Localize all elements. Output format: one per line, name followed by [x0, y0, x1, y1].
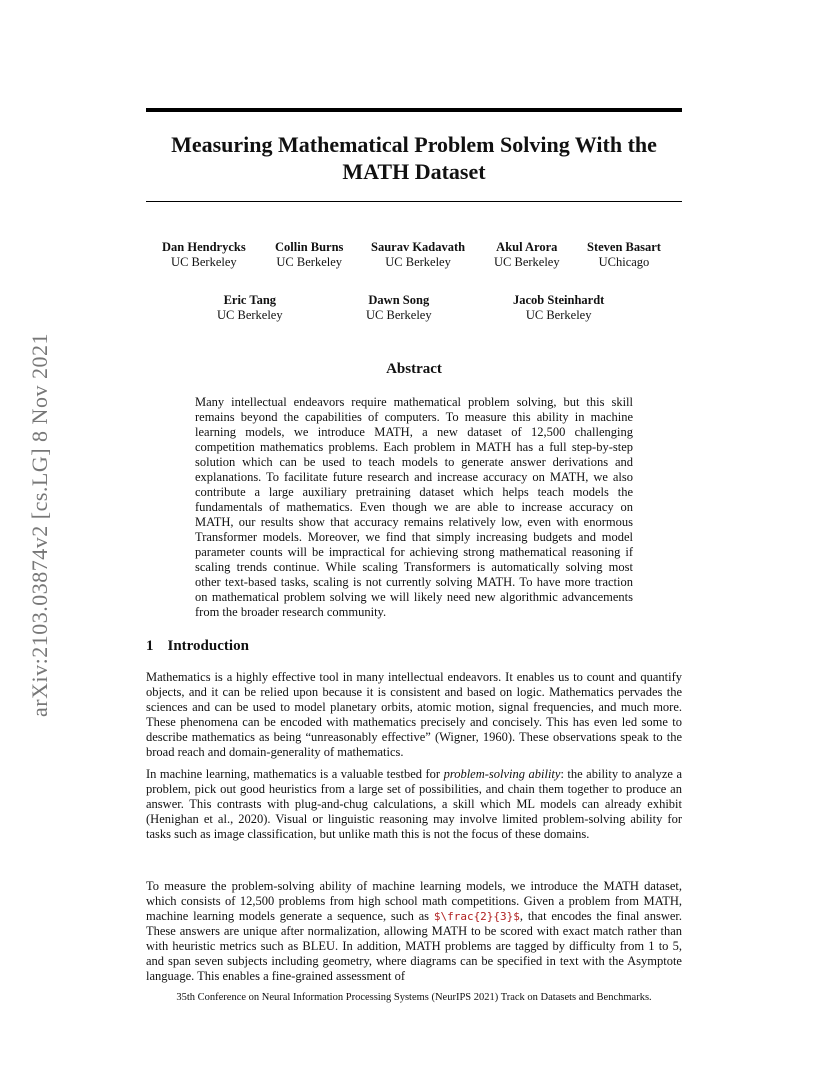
author-affiliation: UC Berkeley	[171, 255, 237, 269]
author-affiliation: UC Berkeley	[385, 255, 451, 269]
author-name: Eric Tang	[223, 293, 277, 307]
section-number: 1	[146, 638, 154, 654]
author-name: Collin Burns	[275, 240, 344, 254]
conference-footer: 35th Conference on Neural Information Processing Systems (NeurIPS 2021) Track on Datasets and Benchmarks.	[176, 992, 652, 1003]
abstract-heading: Abstract	[386, 361, 442, 377]
author-block	[371, 240, 465, 270]
author-block	[217, 293, 283, 323]
intro-paragraph: Mathematics is a highly effective tool in many intellectual endeavors. It enables us to count and quantify objects, and it can be relied upon because it is consistent and based on logic. Mathematics pervades the sciences and can be used to model planetary orbits, atomic motion, signal frequencies, and much more. These phenomena can be encoded with mathematics precisely and concisely. This has even led some to describe mathematics as being “unreasonably effective” (Wigner, 1960). These observations speak to the broad reach and domain-generality of mathematics.	[146, 670, 682, 759]
author-block	[587, 240, 661, 270]
paragraph-text: : the ability to analyze a problem, pick out good heuristics from a large set of possibilities, and chain them together to produce an answer. This contrasts with plug-and-chug calculations, a skill which ML models can already exhibit (Henighan et al., 2020). Visual or linguistic reasoning may involve limited problem-solving ability for tasks such as image classification, but unlike math this is not the focus of these domains.	[146, 767, 683, 841]
intro-paragraph	[146, 879, 682, 984]
author-block	[494, 240, 560, 270]
author-name: Saurav Kadavath	[371, 240, 466, 254]
abstract-text: Many intellectual endeavors require mathematical problem solving, but this skill remains beyond the capabilities of computers. To measure this ability in machine learning models, we introduce MATH, a new dataset of 12,500 challenging competition mathematics problems. Each problem in MATH has a full step-by-step solution which can be used to teach models to generate answer derivations and explanations. To facilitate future research and increase accuracy on MATH, we also contribute a large auxiliary pretraining dataset which helps teach models the fundamentals of mathematics. Even though we are able to increase accuracy on MATH, our results show that accuracy remains relatively low, even with enormous Transformer models. Moreover, we find that simply increasing budgets and model parameter counts will be impractical for achieving strong mathematical reasoning if scaling trends continue. While scaling Transformers is automatically solving most other text-based tasks, scaling is not currently solving MATH. To have more traction on mathematical problem solving we will likely need new algorithmic advancements from the broader research community.	[195, 395, 633, 619]
author-block	[513, 293, 604, 323]
author-affiliation: UC Berkeley	[494, 255, 560, 269]
author-name: Akul Arora	[496, 240, 558, 254]
paragraph-text: , that encodes the final answer. These answers are unique after normalization, allowing MATH to be scored with exact match rather than with heuristic metrics such as BLEU. In addition, MATH problems are tagged by difficulty from 1 to 5, and span seven subjects including geometry, where diagrams can be specified in text with the Asymptote language. This enables a fine-grained assessment of	[146, 909, 682, 983]
author-affiliation: UC Berkeley	[525, 308, 592, 322]
author-block	[366, 293, 432, 323]
emphasis-text: problem-solving ability	[443, 767, 561, 781]
author-name: Dawn Song	[368, 293, 430, 307]
section-title: Introduction	[167, 638, 249, 654]
paragraph-text: In machine learning, mathematics is a valuable testbed for	[146, 767, 444, 781]
title-bottom-rule	[146, 201, 682, 202]
author-name: Dan Hendrycks	[162, 240, 246, 254]
author-affiliation: UChicago	[598, 255, 650, 269]
author-name: Jacob Steinhardt	[513, 293, 605, 307]
author-block	[275, 240, 343, 270]
author-name: Steven Basart	[587, 240, 661, 254]
author-affiliation: UC Berkeley	[366, 308, 432, 322]
paragraph-text: To measure the problem-solving ability of machine learning models, we introduce the MATH dataset, which consists of 12,500 problems from high school math competitions. Given a problem from MATH, machine learning models generate a sequence, such as	[146, 879, 682, 923]
author-affiliation: UC Berkeley	[217, 308, 283, 322]
latex-code: $\frac{2}{3}$	[433, 910, 520, 923]
paper-title: Measuring Mathematical Problem Solving With the MATH Dataset	[171, 132, 657, 184]
section-heading	[146, 638, 249, 655]
author-block	[162, 240, 246, 270]
author-affiliation: UC Berkeley	[276, 255, 343, 269]
arxiv-identifier[interactable]: arXiv:2103.03874v2 [cs.LG] 8 Nov 2021	[27, 333, 52, 717]
title-top-rule	[146, 108, 682, 112]
intro-paragraph	[146, 767, 682, 842]
